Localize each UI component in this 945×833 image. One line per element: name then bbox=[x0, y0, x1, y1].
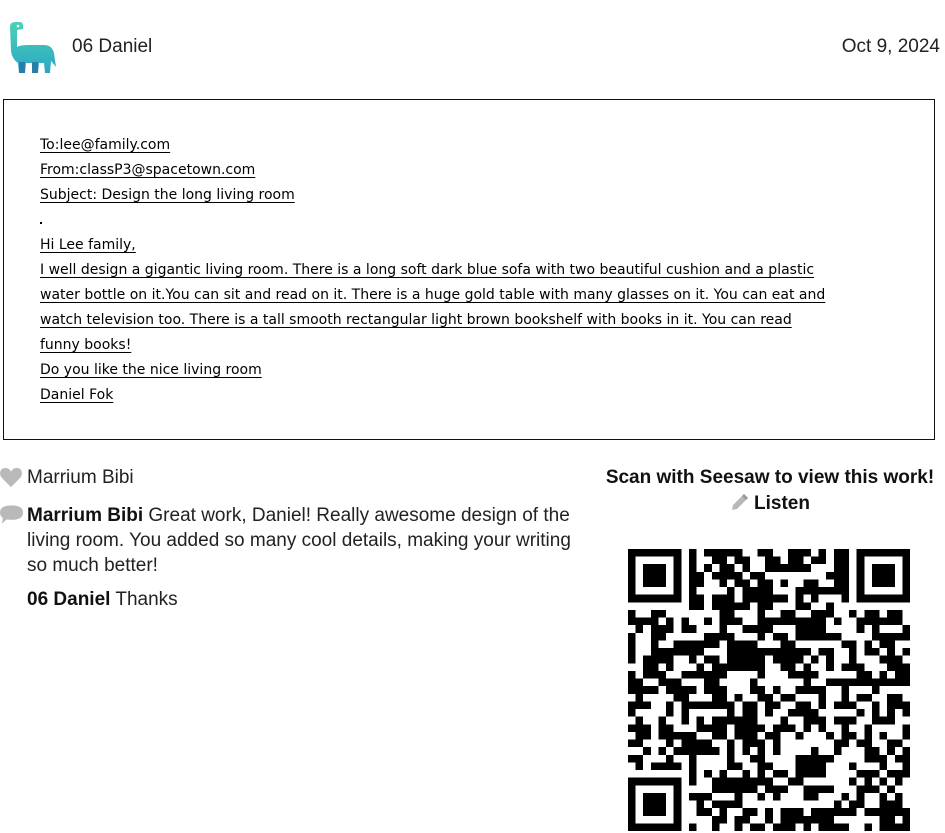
comment-text: Thanks bbox=[115, 589, 178, 610]
speech-bubble-icon bbox=[0, 505, 23, 525]
email-body-line: I well design a gigantic living room. There is a long soft dark blue sofa with two beautiful cushion and a plastic bbox=[40, 262, 815, 278]
qr-code[interactable] bbox=[628, 549, 910, 831]
work-document bbox=[3, 99, 935, 440]
student-name[interactable]: 06 Daniel bbox=[72, 36, 153, 57]
comment-item bbox=[0, 503, 590, 578]
email-closing-question: Do you like the nice living room bbox=[40, 362, 262, 378]
email-body-line: water bottle on it.You can sit and read on it. There is a huge gold table with many glasses on it. You can eat and bbox=[40, 287, 826, 303]
email-to-line: To:lee@family.com bbox=[40, 137, 171, 153]
comment-author: Marrium Bibi bbox=[27, 505, 144, 526]
comment-text: Great work, Daniel! Really awesome design of the living room. You added so many cool details, making your writing so much better! bbox=[27, 505, 571, 576]
qr-title: Scan with Seesaw to view this work! bbox=[605, 467, 935, 488]
email-body-line: watch television too. There is a tall smooth rectangular light brown bookshelf with books in it. You can read bbox=[40, 312, 792, 328]
pencil-icon bbox=[730, 492, 750, 512]
email-greeting: Hi Lee family, bbox=[40, 237, 136, 253]
email-text bbox=[40, 133, 825, 408]
comments-list bbox=[0, 503, 590, 612]
email-signature: Daniel Fok bbox=[40, 387, 114, 403]
listen-button[interactable] bbox=[600, 492, 940, 515]
email-subject-line: Subject: Design the long living room bbox=[40, 187, 295, 203]
liker-name: Marrium Bibi bbox=[27, 467, 134, 488]
heart-icon[interactable] bbox=[0, 468, 22, 488]
email-body-line: funny books! bbox=[40, 337, 132, 353]
comment-item bbox=[0, 587, 590, 612]
likes-row bbox=[0, 467, 134, 489]
blank-line bbox=[40, 208, 825, 233]
comment-author: 06 Daniel bbox=[27, 589, 111, 610]
email-from-line: From:classP3@spacetown.com bbox=[40, 162, 256, 178]
post-date: Oct 9, 2024 bbox=[841, 36, 940, 57]
dinosaur-avatar-icon bbox=[4, 21, 58, 75]
listen-label: Listen bbox=[754, 493, 810, 514]
